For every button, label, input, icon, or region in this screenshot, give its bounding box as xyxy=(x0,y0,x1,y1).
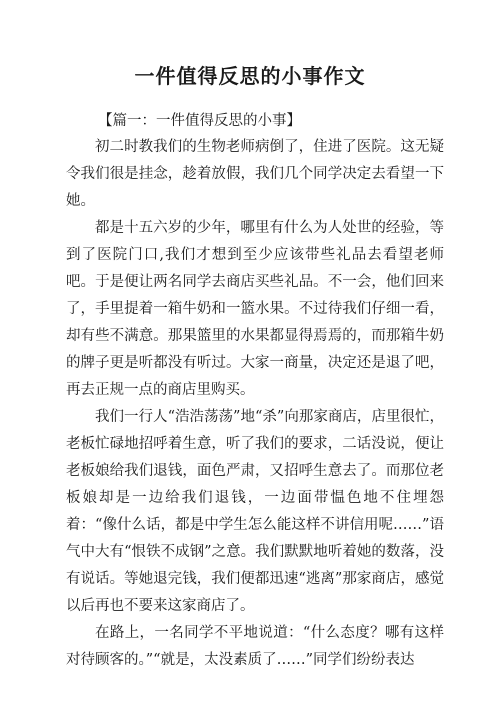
paragraph-1: 初二时教我们的生物老师病倒了，住进了医院。这无疑令我们很是挂念，趁着放假，我们几个同学决定去看望一下她。 xyxy=(66,139,444,209)
paragraph-4: 在路上，一名同学不平地说道：“什么态度？哪有这样对待顾客的。”“就是，太没素质了……”同学们纷纷表达 xyxy=(66,625,444,668)
paragraph-2: 都是十五六岁的少年，哪里有什么为人处世的经验，等到了医院门口,我们才想到至少应该带些礼品去看望老师吧。于是便让两名同学去商店买些礼品。不一会，他们回来了，手里提着一箱牛奶和一篮水果。不过待我们仔细一看，却有些不满意。那果篮里的水果都显得焉焉的，而那箱牛奶的牌子更是听都没有听过。大家一商量，决定还是退了吧，再去正规一点的商店里购买。 xyxy=(66,220,444,398)
section-heading: 【篇一：一件值得反思的小事】 xyxy=(98,113,301,129)
paragraph-3: 我们一行人“浩浩荡荡”地“杀”向那家商店，店里很忙，老板忙碌地招呼着生意，听了我们的要求，二话没说，便让老板娘给我们退钱，面色严肃，又招呼生意去了。而那位老板娘却是一边给我们退钱，一边面带愠色地不住埋怨着：“像什么话，都是中学生怎么能这样不讲信用呢……”语气中大有“恨铁不成钢”之意。我们默默地听着她的数落，没有说话。等她退完钱，我们便都迅速“逃离”那家商店，感觉以后再也不要来这家商店了。 xyxy=(66,409,444,614)
page-title: 一件值得反思的小事作文 xyxy=(134,64,366,88)
